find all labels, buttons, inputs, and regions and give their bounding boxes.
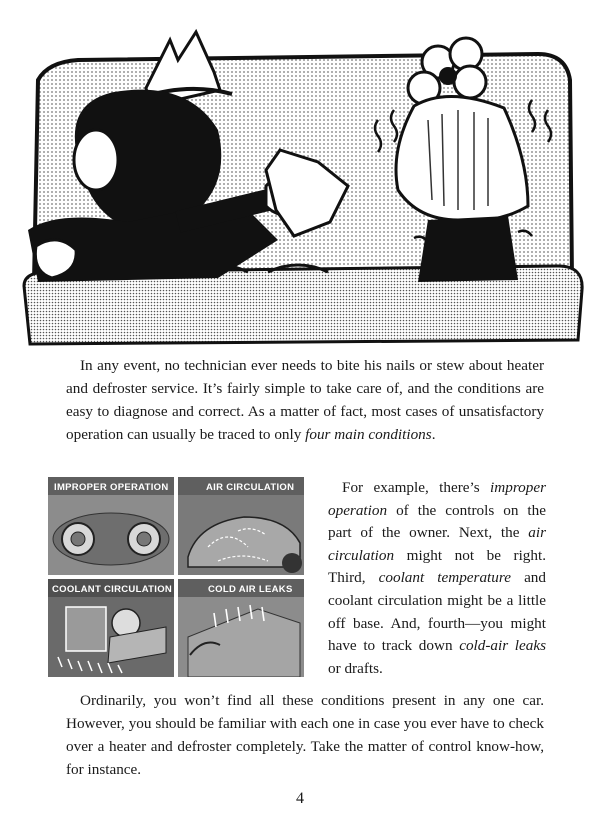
panel-air-circulation [178, 477, 304, 575]
panel-cold-air-leaks [178, 579, 304, 677]
woman-body [418, 216, 518, 282]
examples-text-3: might not be right. Third, [328, 546, 546, 587]
panel-label-air-circulation: AIR CIRCULATION [206, 482, 295, 493]
panel-label-cold-air-leaks: COLD AIR LEAKS [208, 584, 293, 595]
panel-coolant-circulation [48, 579, 174, 677]
panel-improper-operation [48, 477, 174, 575]
examples-emphasis-4: cold-air leaks [459, 637, 546, 655]
paragraph-ordinarily: Ordinarily, you won’t find all these conditions present in any one car. However, you should be familiar with each one in case you ever have to check over a heater and defroster completely. Take the matter of control know-how, for instance. [66, 692, 544, 778]
examples-emphasis-1: improper operation [328, 479, 546, 519]
woman-hair [396, 96, 528, 220]
page-number: 4 [296, 790, 304, 807]
four-condition-panels [48, 477, 304, 677]
paragraph-intro [66, 354, 544, 446]
examples-text-2: of the controls on the part of the owner. Next, the [328, 501, 546, 542]
examples-text-1: For example, there’s [342, 479, 491, 496]
panel-label-improper-operation: IMPROPER OPERATION [54, 482, 169, 493]
examples-emphasis-2: air circulation [328, 524, 546, 564]
examples-text-4: and coolant circulation might be a little off base. And, fourth—you might have to track down [328, 569, 546, 655]
cartoon-illustration [18, 10, 584, 350]
intro-period: . [431, 426, 436, 443]
intro-text: In any event, no technician ever needs to bite his nails or stew about heater and defroster service. It’s fairly simple to take care of, and the conditions are easy to diagnose and correct. As a matter of fact, most cases of unsatisfactory operation can usually be traced to only [66, 357, 544, 443]
examples-text-5: or drafts. [328, 659, 383, 677]
paragraph-examples [328, 477, 546, 680]
panel-label-coolant-circulation: COOLANT CIRCULATION [52, 584, 173, 595]
intro-emphasis: four main conditions [305, 426, 432, 443]
examples-emphasis-3: coolant temperature [378, 569, 511, 587]
